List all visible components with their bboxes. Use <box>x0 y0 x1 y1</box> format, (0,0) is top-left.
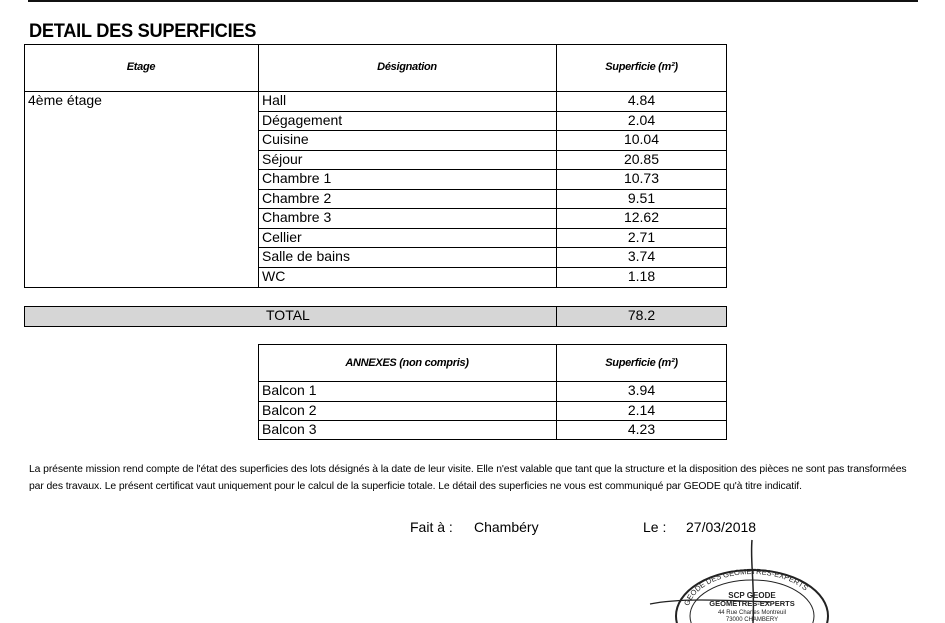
designation-cell: Cuisine <box>262 131 309 147</box>
superficie-cell: 12.62 <box>623 209 660 225</box>
fait-city: Chambéry <box>474 519 539 535</box>
page-title: DETAIL DES SUPERFICIES <box>29 21 257 42</box>
designation-cell: Cellier <box>262 228 302 245</box>
stamp-line: SCP GEODE <box>728 591 776 600</box>
superficie-cell: 9.51 <box>627 189 656 206</box>
header-etage: Etage <box>126 61 156 73</box>
superficie-cell: 10.73 <box>623 170 660 186</box>
designation-cell: Salle de bains <box>262 248 350 264</box>
stamp-line: 44 Rue Charles Montreuil <box>717 610 787 616</box>
designation-cell: Hall <box>262 92 287 108</box>
header-annexes: ANNEXES (non compris) <box>345 357 469 369</box>
top-rule <box>28 0 918 2</box>
superficie-cell: 10.04 <box>623 131 660 147</box>
designation-cell: WC <box>262 267 286 284</box>
header-designation: Désignation <box>377 61 437 73</box>
stamp-line: GEOMETRES-EXPERTS <box>709 599 795 608</box>
annex-superficie-cell: 4.23 <box>627 421 656 437</box>
company-stamp <box>640 538 840 623</box>
stamp-line: 73000 CHAMBERY <box>725 617 779 623</box>
designation-cell: Chambre 2 <box>262 189 332 206</box>
annex-superficie-cell: 3.94 <box>627 382 656 398</box>
superficie-cell: 1.18 <box>627 267 656 284</box>
annex-designation-cell: Balcon 3 <box>262 421 317 437</box>
superficie-cell: 4.84 <box>627 92 656 108</box>
annex-designation-cell: Balcon 1 <box>262 382 317 398</box>
date-label: Le : <box>643 519 667 535</box>
superficie-cell: 3.74 <box>627 248 656 264</box>
superficie-cell: 2.71 <box>627 228 656 245</box>
designation-cell: Chambre 3 <box>262 209 332 225</box>
designation-cell: Chambre 1 <box>262 170 332 186</box>
disclaimer-note: La présente mission rend compte de l'état des superficies des lots désignés à la date de leur visite. Elle n'est valable que tant que la structure et la disposition des pièces ne sont pas transformées par des travaux. Le présent certificat vaut uniquement pour le calcul de la superficie totale. Le détail des superficies ne vous est communiqué par GEODE qu'à titre indicatif. <box>29 464 907 492</box>
fait-label: Fait à : <box>410 519 453 535</box>
header-superficie: Superficie (m²) <box>605 61 678 73</box>
total-value: 78.2 <box>627 307 656 323</box>
annex-superficie-cell: 2.14 <box>627 401 656 418</box>
stamp-ring-text: GEODE DES GEOMETRES-EXPERTS <box>682 566 810 607</box>
total-label: TOTAL <box>266 307 310 323</box>
designation-cell: Dégagement <box>262 111 343 128</box>
etage-cell: 4ème étage <box>28 92 102 108</box>
designation-cell: Séjour <box>262 150 303 167</box>
annex-designation-cell: Balcon 2 <box>262 401 317 418</box>
header-annexes-superficie: Superficie (m²) <box>605 357 678 369</box>
superficie-cell: 2.04 <box>627 111 656 128</box>
superficie-cell: 20.85 <box>623 150 660 167</box>
date-value: 27/03/2018 <box>686 519 757 535</box>
